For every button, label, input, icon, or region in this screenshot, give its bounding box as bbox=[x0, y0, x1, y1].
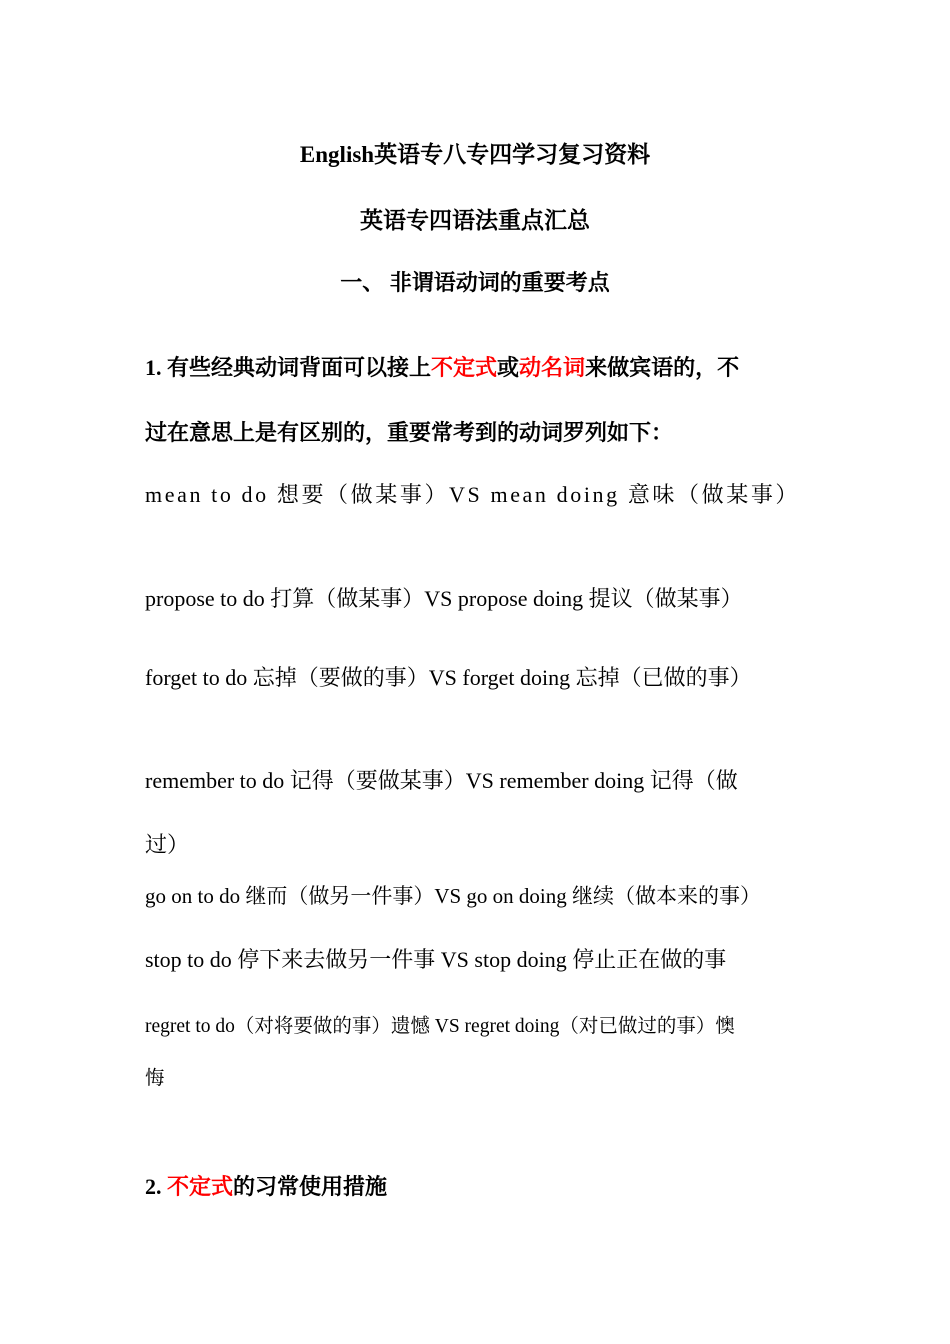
example-regret: regret to do（对将要做的事）遗憾 VS regret doing（对已做过的事）懊 bbox=[145, 1016, 735, 1037]
point-1-text-mid: 或 bbox=[497, 355, 520, 380]
point-1-line-1 bbox=[145, 351, 739, 382]
example-mean: mean to do 想要（做某事）VS mean doing 意味（做某事） bbox=[145, 482, 801, 507]
example-remember: remember to do 记得（要做某事）VS remember doing 记得（做 bbox=[145, 768, 738, 793]
point-2-heading bbox=[145, 1170, 387, 1201]
section-heading: 一、 非谓语动词的重要考点 bbox=[340, 270, 610, 295]
point-2-number: 2. bbox=[145, 1174, 162, 1199]
document-title: English英语专八专四学习复习资料 bbox=[299, 142, 651, 167]
example-forget: forget to do 忘掉（要做的事）VS forget doing 忘掉（已做的事） bbox=[145, 665, 752, 690]
point-1-text-post: 来做宾语的，不 bbox=[585, 355, 740, 380]
infinitive-highlight: 不定式 bbox=[431, 355, 498, 380]
gerund-highlight: 动名词 bbox=[519, 355, 586, 380]
point-1-line-2: 过在意思上是有区别的，重要常考到的动词罗列如下： bbox=[145, 420, 674, 445]
document-subtitle: 英语专四语法重点汇总 bbox=[360, 208, 590, 233]
example-go-on: go on to do 继而（做另一件事）VS go on doing 继续（做本来的事） bbox=[145, 884, 762, 908]
point-1-number: 1. bbox=[145, 355, 162, 380]
point-2-infinitive-highlight: 不定式 bbox=[167, 1174, 234, 1199]
example-remember-cont: 过） bbox=[145, 832, 190, 857]
example-stop: stop to do 停下来去做另一件事 VS stop doing 停止正在做的事 bbox=[145, 947, 727, 972]
example-regret-cont: 悔 bbox=[145, 1068, 165, 1089]
point-2-text: 的习常使用措施 bbox=[233, 1174, 388, 1199]
point-1-text-pre: 有些经典动词背面可以接上 bbox=[167, 355, 432, 380]
example-propose: propose to do 打算（做某事）VS propose doing 提议（做某事） bbox=[145, 586, 743, 611]
